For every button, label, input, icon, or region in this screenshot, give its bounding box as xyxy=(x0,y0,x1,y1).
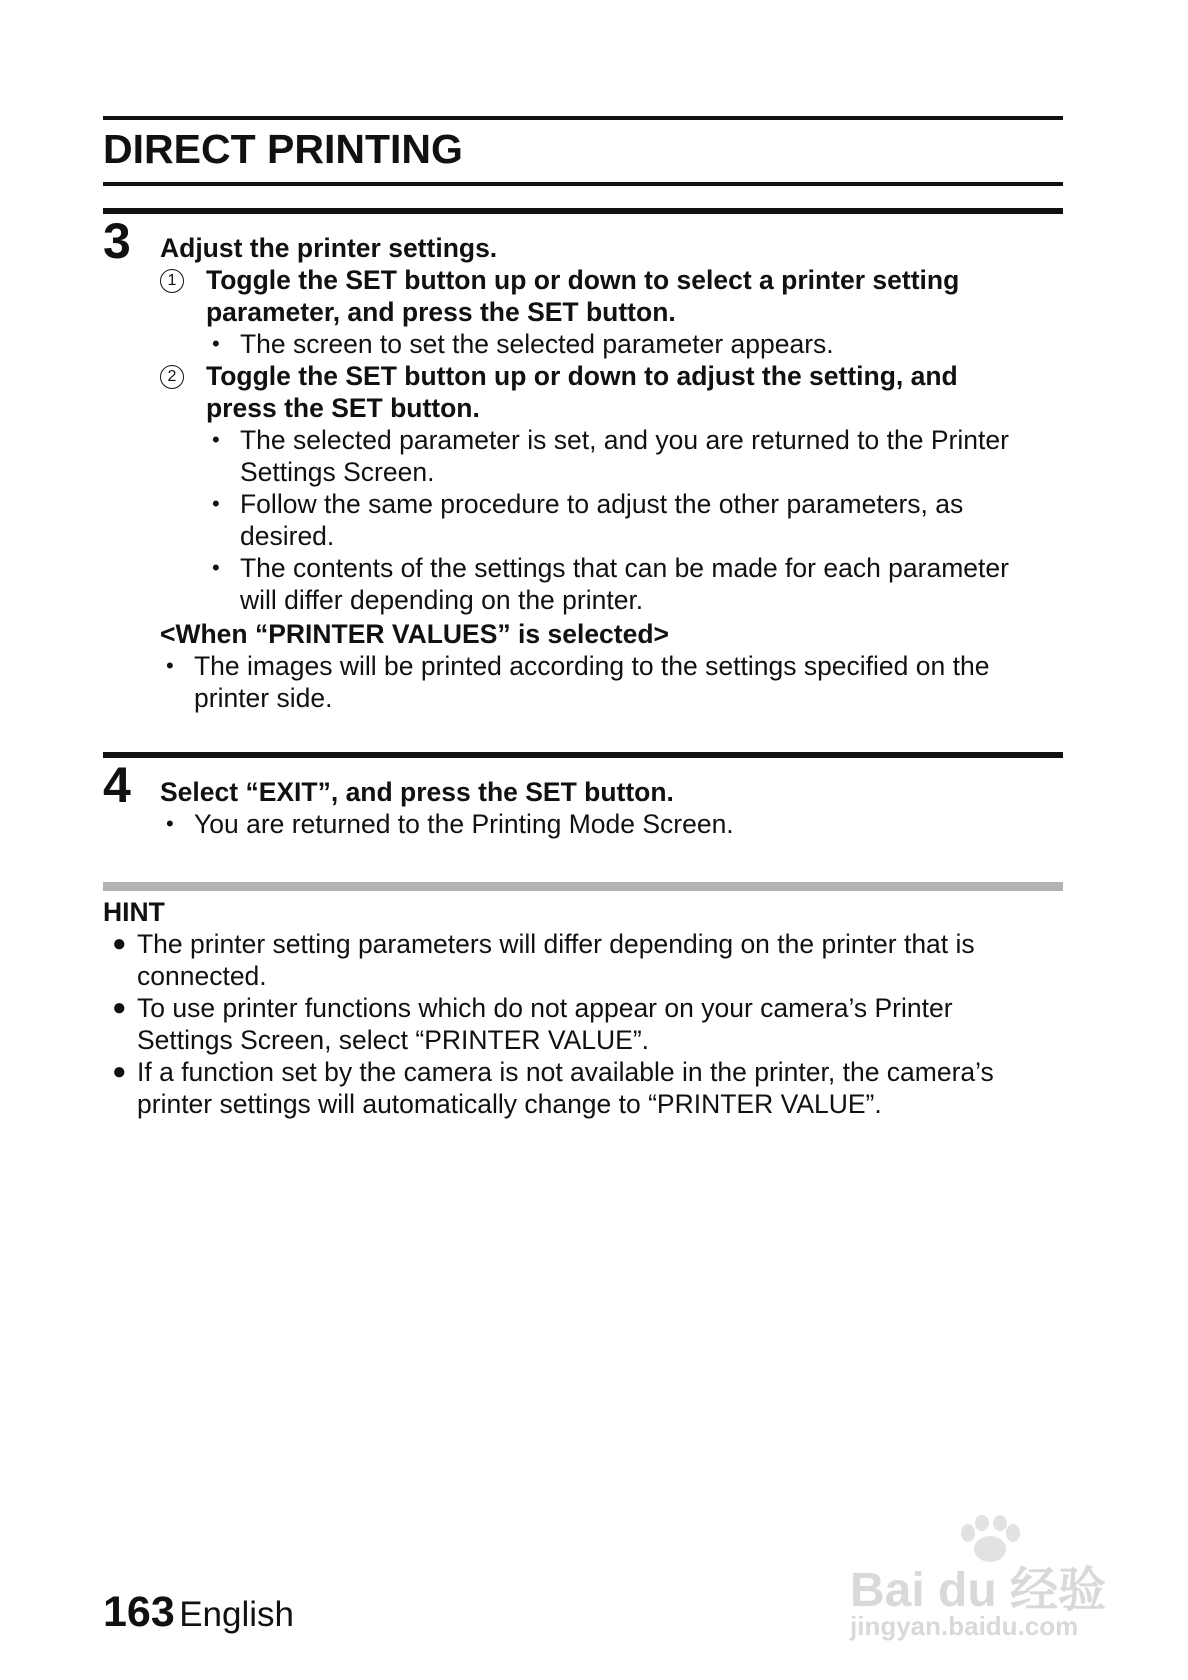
sub1-bullet: The screen to set the selected parameter appears. xyxy=(240,329,834,359)
watermark-brand: Bai du 经验 xyxy=(850,1564,1107,1617)
step4-bullet: You are returned to the Printing Mode Screen. xyxy=(194,809,734,839)
step3-rule xyxy=(103,208,1063,214)
header-bottom-rule xyxy=(103,182,1063,186)
sub2-bullet1-line1: The selected parameter is set, and you are returned to the Printer xyxy=(240,425,1009,455)
sub2-bullet3-line2: will differ depending on the printer. xyxy=(240,585,644,615)
hint-item2-line2: Settings Screen, select “PRINTER VALUE”. xyxy=(137,1025,650,1055)
hint-bullet-dot: ● xyxy=(112,994,127,1021)
header-top-rule xyxy=(103,116,1063,120)
page-language: English xyxy=(179,1595,294,1634)
hint-bullet-dot: ● xyxy=(112,1058,127,1085)
page-title: DIRECT PRINTING xyxy=(103,126,463,172)
when-bullet-line2: printer side. xyxy=(194,683,333,713)
sub2-line1: Toggle the SET button up or down to adjust the setting, and xyxy=(206,361,958,391)
hint-bullet-dot: ● xyxy=(112,930,127,957)
sub2-bullet2-line1: Follow the same procedure to adjust the other parameters, as xyxy=(240,489,964,519)
step4-rule xyxy=(103,752,1063,758)
hint-item2-line1: To use printer functions which do not appear on your camera’s Printer xyxy=(137,993,953,1023)
bullet-marker: • xyxy=(166,653,174,678)
sub2-marker: 2 xyxy=(160,365,184,389)
bullet-marker: • xyxy=(212,331,220,356)
hint-item1-line1: The printer setting parameters will differ depending on the printer that is xyxy=(137,929,975,959)
sub1-line1: Toggle the SET button up or down to select a printer setting xyxy=(206,265,960,295)
sub2-line2: press the SET button. xyxy=(206,393,480,423)
hint-item3-line2: printer settings will automatically change to “PRINTER VALUE”. xyxy=(137,1089,882,1119)
sub2-bullet3-line1: The contents of the settings that can be made for each parameter xyxy=(240,553,1009,583)
sub2-bullet1-line2: Settings Screen. xyxy=(240,457,435,487)
step3-heading: Adjust the printer settings. xyxy=(160,233,498,263)
bullet-marker: • xyxy=(212,555,220,580)
baidu-watermark xyxy=(850,1515,1130,1655)
watermark-url: jingyan.baidu.com xyxy=(850,1611,1079,1641)
page-footer xyxy=(103,1588,294,1637)
when-bullet-line1: The images will be printed according to the settings specified on the xyxy=(194,651,990,681)
sub1-marker: 1 xyxy=(160,269,184,293)
bullet-marker: • xyxy=(212,427,220,452)
hint-rule xyxy=(103,882,1063,891)
bullet-marker: • xyxy=(166,811,174,836)
bullet-marker: • xyxy=(212,491,220,516)
hint-item3-line1: If a function set by the camera is not available in the printer, the camera’s xyxy=(137,1057,994,1087)
hint-title: HINT xyxy=(103,897,165,927)
hint-item1-line2: connected. xyxy=(137,961,267,991)
step4-number: 4 xyxy=(103,757,131,813)
sub1-line2: parameter, and press the SET button. xyxy=(206,297,676,327)
page-number: 163 xyxy=(103,1588,175,1636)
when-heading: <When “PRINTER VALUES” is selected> xyxy=(160,619,670,649)
step3-number: 3 xyxy=(103,213,131,269)
step4-heading: Select “EXIT”, and press the SET button. xyxy=(160,777,674,807)
sub2-bullet2-line2: desired. xyxy=(240,521,335,551)
